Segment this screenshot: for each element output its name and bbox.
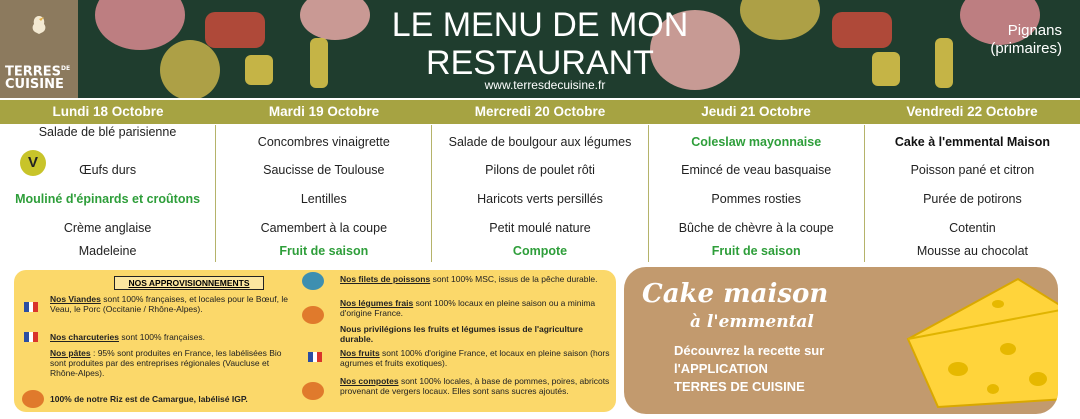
brand-name: $TERRES^{DE}$ CUISINE [5,64,71,93]
menu-item: Saucisse de Toulouse [263,163,385,177]
menu-column-tuesday [216,125,432,262]
farmer-figure [872,52,900,86]
website-url[interactable]: www.terresdecuisine.fr [484,78,606,92]
weekly-menu [0,125,1080,262]
day-header-friday: Vendredi 22 Octobre [906,104,1038,119]
farmer-figure [245,55,273,85]
supply-viandes: Nos Viandes sont 100% françaises, et locales pour le Bœuf, le Veau, le Porc (Occitanie / Rhône-Alpes). [50,294,288,314]
menu-item: Pommes rosties [711,192,802,206]
recipe-promo-panel[interactable] [624,267,1058,414]
menu-column-wednesday [432,125,648,262]
menu-item: Camembert à la coupe [260,221,388,235]
local-label-icon [302,306,324,324]
bird-icon [30,14,48,36]
supply-privilegions: Nous privilégions les fruits et légumes issus de l'agriculture durable. [340,324,583,344]
menu-item: Emincé de veau basquaise [681,163,832,177]
farmer-figure [310,38,328,88]
menu-item: Petit moulé nature [489,221,591,235]
farmer-figure [935,38,953,88]
france-flag-icon [308,352,322,362]
menu-item: Fruit de saison [711,244,801,258]
msc-label-icon [302,272,324,290]
vegetarian-badge: V [20,150,46,176]
promo-title: Cake maison [642,279,829,309]
menu-column-monday [0,125,216,262]
menu-item: Bûche de chèvre à la coupe [678,221,834,235]
menu-item: Cake à l'emmental Maison [894,135,1050,149]
leaf-decoration [160,40,220,98]
supply-pates: Nos pâtes : 95% sont produites en France, les labélisées Bio sont produites par des entreprises régionales (Vaucluse et Rhône-Alpes). [50,348,282,378]
tractor-icon [205,12,265,48]
day-header-monday: Lundi 18 Octobre [52,104,164,119]
supply-poissons: Nos filets de poissons sont 100% MSC, issus de la pêche durable. [340,274,598,284]
supply-charcuteries: Nos charcuteries sont 100% françaises. [50,332,205,342]
menu-column-thursday [649,125,865,262]
menu-item: Concombres vinaigrette [257,135,390,149]
menu-item: Lentilles [300,192,347,206]
promo-line: Découvrez la recette sur [674,343,825,358]
brand-logo [0,0,78,98]
day-header-thursday: Jeudi 21 Octobre [701,104,811,119]
local-label-icon [22,390,44,408]
school-location: Pignans (primaires) [990,22,1062,57]
header-banner [0,0,1080,98]
day-header-wednesday: Mercredi 20 Octobre [474,104,606,119]
menu-column-friday [865,125,1080,262]
menu-item: Compote [512,244,568,258]
menu-item: Purée de potirons [923,192,1022,206]
supply-riz: 100% de notre Riz est de Camargue, labélisé IGP. [50,394,248,404]
page-title: LE MENU DE MON RESTAURANT [391,6,689,82]
day-header-tuesday: Mardi 19 Octobre [268,104,380,119]
menu-item: Mousse au chocolat [916,244,1028,258]
flower-decoration [300,0,370,40]
menu-item: Fruit de saison [279,244,369,258]
promo-line: l'APPLICATION [674,361,768,376]
menu-item: Œufs durs [79,163,137,177]
menu-item: Crème anglaise [63,221,152,235]
menu-item: Coleslaw mayonnaise [691,135,822,149]
france-flag-icon [24,332,38,342]
supply-legumes: Nos légumes frais sont 100% locaux en pleine saison ou a minima d'origine France. [340,298,596,318]
tractor-icon [832,12,892,48]
menu-item: Cotentin [949,221,996,235]
supply-compotes: Nos compotes sont 100% locales, à base de pommes, poires, abricots provenant de vergers locaux. Elles sont sans sucres ajoutés. [340,376,610,396]
menu-item: Haricots verts persillés [477,192,603,206]
promo-app-name: TERRES DE CUISINE [674,379,805,394]
supply-title: NOS APPROVISIONNEMENTS [114,276,264,290]
france-flag-icon [24,302,38,312]
menu-item: Mouliné d'épinards et croûtons [15,192,201,206]
flower-decoration [95,0,185,50]
menu-item: Madeleine [78,244,137,258]
promo-subtitle: à l'emmental [690,312,814,332]
menu-item: Salade de blé parisienne [38,125,177,139]
leaf-decoration [740,0,820,40]
menu-item: Salade de boulgour aux légumes [448,135,632,149]
supply-fruits: Nos fruits sont 100% d'origine France, et locaux en pleine saison (hors agrumes et fruits exotiques). [340,348,610,368]
cheese-icon [898,269,1058,409]
days-header-bar [0,100,1080,124]
menu-item: Pilons de poulet rôti [485,163,595,177]
menu-item: Poisson pané et citron [910,163,1035,177]
supply-info-panel [14,270,616,412]
local-label-icon [302,382,324,400]
